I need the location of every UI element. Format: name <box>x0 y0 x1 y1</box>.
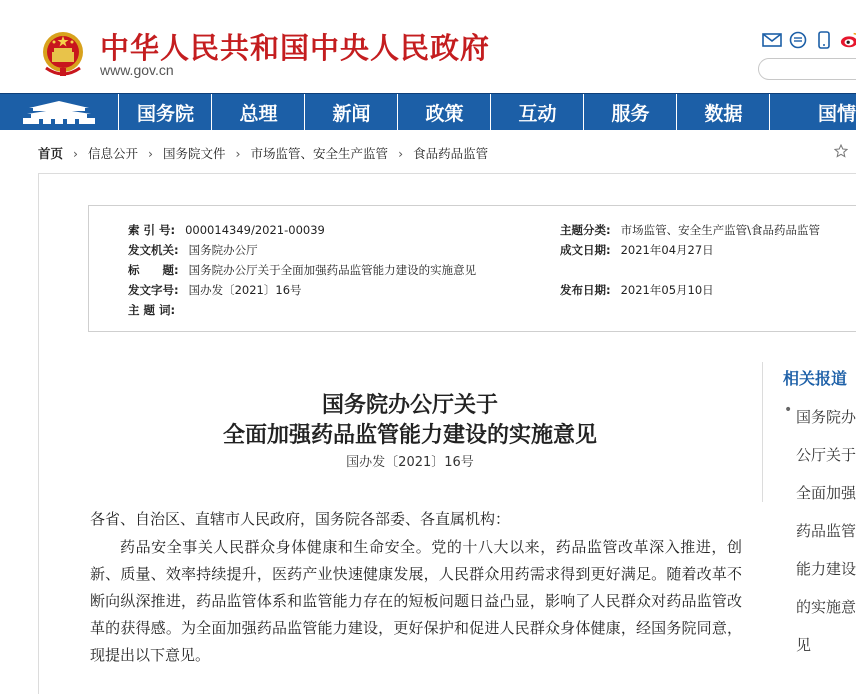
info-category-row <box>560 222 820 238</box>
site-name[interactable]: 中华人民共和国中央人民政府 <box>100 31 491 65</box>
info-docno-label: 发文字号: <box>128 283 179 297</box>
info-index-label: 索 引 号: <box>128 223 176 237</box>
search-input[interactable] <box>758 58 856 80</box>
info-keywords-label: 主 题 词: <box>128 303 176 317</box>
info-docno-row <box>128 282 302 298</box>
info-created-label: 成文日期: <box>560 243 611 257</box>
info-category-label: 主题分类: <box>560 223 611 237</box>
info-issuer-row <box>128 242 258 258</box>
nav-item-guoqing[interactable]: 国情 <box>769 94 856 130</box>
nav-item-zongli[interactable]: 总理 <box>211 94 305 130</box>
document-title-line2: 全面加强药品监管能力建设的实施意见 <box>222 422 597 448</box>
chevron-right-icon: › <box>235 146 241 161</box>
info-issuer-label: 发文机关: <box>128 243 179 257</box>
info-keywords-row <box>128 302 185 318</box>
info-published-value: 2021年05月10日 <box>620 283 714 297</box>
nav-item-shuju[interactable]: 数据 <box>676 94 770 130</box>
chevron-right-icon: › <box>398 146 404 161</box>
breadcrumb-food-drug[interactable]: 食品药品监管 <box>413 146 489 161</box>
site-header <box>0 0 856 93</box>
national-emblem-icon[interactable] <box>40 30 86 80</box>
info-created-value: 2021年04月27日 <box>620 243 714 257</box>
info-issuer-value: 国务院办公厅 <box>188 243 258 257</box>
mobile-icon[interactable] <box>814 30 834 50</box>
mail-icon[interactable] <box>762 30 782 50</box>
document-paragraph: 药品安全事关人民群众身体健康和生命安全。党的十八大以来，药品监管改革深入推进，创新、质量、效率持续提升，医药产业快速健康发展，人民群众用药需求得到更好满足。随着改革不断向纵深推进，药品监管体系和监管能力存在的短板问题日益凸显，影响了人民群众对药品监管改革的获得感。为全面加强药品监管能力建设，更好保护和促进人民群众身体健康，经国务院同意，现提出以下意见。 <box>90 538 742 664</box>
info-title-value: 国务院办公厅关于全面加强药品监管能力建设的实施意见 <box>188 263 477 277</box>
sidebar-divider <box>762 362 763 502</box>
nav-item-guowuyuan[interactable]: 国务院 <box>118 94 212 130</box>
info-category-value: 市场监管、安全生产监管\食品药品监管 <box>620 223 820 237</box>
info-title-row <box>128 262 476 278</box>
related-report-link[interactable]: 国务院办公厅关于全面加强药品监管能力建设的实施意见 <box>796 408 856 654</box>
document-number: 国办发〔2021〕16号 <box>346 455 474 470</box>
breadcrumb-market-supervision[interactable]: 市场监管、安全生产监管 <box>250 146 389 161</box>
nav-home-tiananmen-icon[interactable] <box>0 94 118 130</box>
info-published-label: 发布日期: <box>560 283 611 297</box>
info-index-row <box>128 222 325 238</box>
site-url[interactable]: www.gov.cn <box>100 62 174 78</box>
info-index-value: 000014349/2021-00039 <box>185 223 325 237</box>
chevron-right-icon: › <box>73 146 79 161</box>
breadcrumb-state-council-docs[interactable]: 国务院文件 <box>163 146 226 161</box>
breadcrumb <box>38 144 488 162</box>
nav-item-hudong[interactable]: 互动 <box>490 94 584 130</box>
related-reports-title: 相关报道 <box>783 369 848 388</box>
top-icon-bar <box>762 30 856 50</box>
info-created-row <box>560 242 714 258</box>
info-title-label: 标 题: <box>128 263 179 277</box>
info-docno-value: 国办发〔2021〕16号 <box>188 283 302 297</box>
nav-item-zhengce[interactable]: 政策 <box>397 94 491 130</box>
nav-item-xinwen[interactable]: 新闻 <box>304 94 398 130</box>
star-icon[interactable] <box>834 143 848 162</box>
breadcrumb-home[interactable]: 首页 <box>38 146 64 161</box>
document-salutation: 各省、自治区、直辖市人民政府，国务院各部委、各直属机构： <box>90 510 511 528</box>
nav-item-fuwu[interactable]: 服务 <box>583 94 677 130</box>
bullet-icon: • <box>784 402 793 418</box>
main-nav <box>0 93 856 130</box>
breadcrumb-info-public[interactable]: 信息公开 <box>88 146 139 161</box>
chevron-right-icon: › <box>148 146 154 161</box>
weibo-icon[interactable] <box>840 30 856 50</box>
document-title-line1: 国务院办公厅关于 <box>321 392 498 418</box>
info-published-row <box>560 282 714 298</box>
chat-icon[interactable] <box>788 30 808 50</box>
